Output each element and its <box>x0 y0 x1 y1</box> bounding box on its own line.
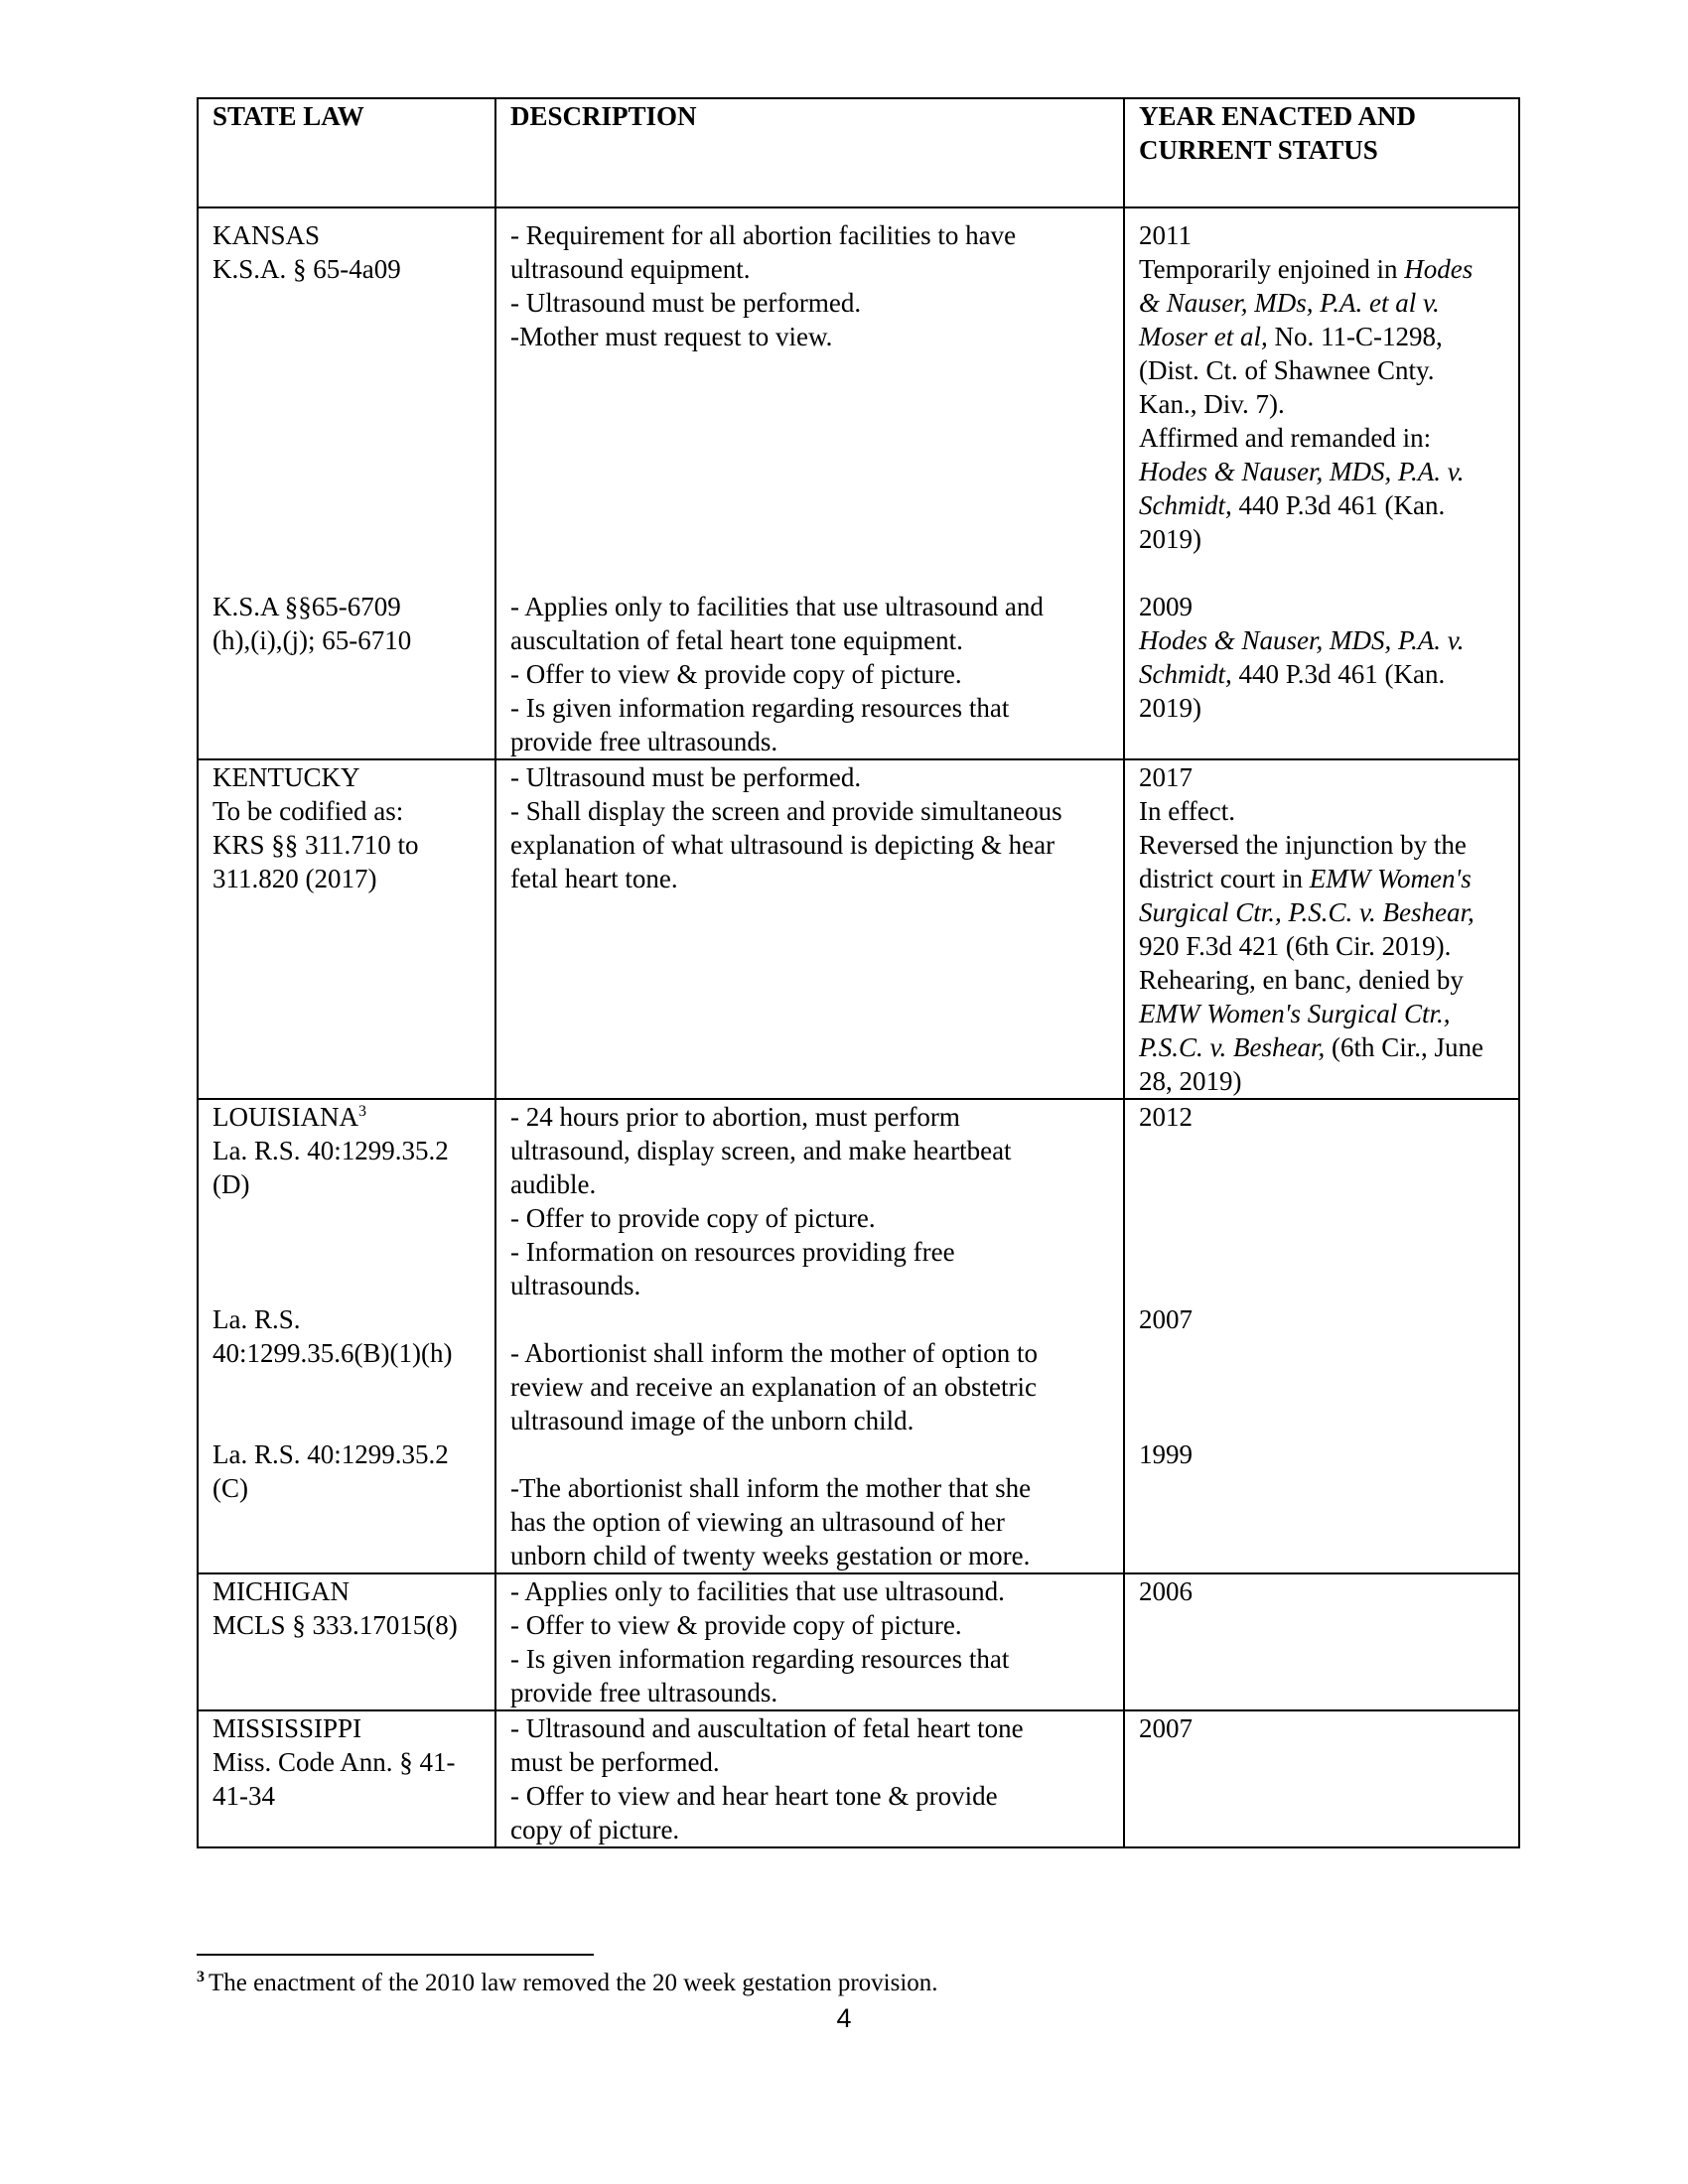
kansas-status-text: 440 P.3d 461 (Kan. <box>1231 659 1446 689</box>
header-year-line-2: CURRENT STATUS <box>1139 135 1378 165</box>
kansas-case-name: Hodes & Nauser, MDS, P.A. v. <box>1139 625 1465 655</box>
kansas-statute-2-line-1: K.S.A §§65-6709 <box>212 592 401 621</box>
mississippi-description-cell <box>495 1710 1124 1847</box>
louisiana-desc-1-line: ultrasounds. <box>510 1271 641 1300</box>
louisiana-state-name: LOUISIANA <box>212 1102 358 1132</box>
kansas-case-name: Moser et al, <box>1139 322 1268 351</box>
louisiana-year-spacer <box>1139 1336 1504 1437</box>
kansas-status-line: Kan., Div. 7). <box>1139 389 1285 419</box>
louisiana-desc-1-line: - Offer to provide copy of picture. <box>510 1203 876 1233</box>
kansas-desc-2-line: auscultation of fetal heart tone equipment. <box>510 625 963 655</box>
kentucky-year: 2017 <box>1139 762 1193 792</box>
louisiana-desc-1-line: - 24 hours prior to abortion, must perform <box>510 1102 960 1132</box>
kansas-law-cell <box>198 207 495 759</box>
kentucky-status-line <box>1139 895 1504 929</box>
kentucky-status-cell <box>1124 759 1519 1099</box>
kentucky-status-line <box>1139 862 1504 895</box>
kansas-year-2: 2009 <box>1139 592 1193 621</box>
louisiana-state-name-line <box>212 1100 481 1134</box>
kansas-desc-1-line: -Mother must request to view. <box>510 322 833 351</box>
michigan-statute: MCLS § 333.17015(8) <box>212 1610 458 1640</box>
kansas-desc-1-line: - Ultrasound must be performed. <box>510 288 862 318</box>
footnote-reference: 3 <box>357 1103 366 1120</box>
kansas-case-name: Schmidt, <box>1139 659 1232 689</box>
louisiana-statute-2-line: 40:1299.35.6(B)(1)(h) <box>212 1338 453 1368</box>
table-header-row <box>198 98 1519 207</box>
header-state-law: STATE LAW <box>198 98 495 207</box>
kansas-status-line <box>1139 455 1504 488</box>
kentucky-desc-line: - Shall display the screen and provide simultaneous <box>510 796 1062 826</box>
kansas-status-line: Affirmed and remanded in: <box>1139 423 1432 453</box>
kansas-desc-1-line: - Requirement for all abortion facilities to have <box>510 220 1017 250</box>
kansas-status-spacer <box>1139 556 1504 590</box>
louisiana-desc-1-line: audible. <box>510 1169 597 1199</box>
footnote-text: The enactment of the 2010 law removed the 20 week gestation provision. <box>209 1970 938 1996</box>
kansas-state-name: KANSAS <box>212 220 321 250</box>
kansas-desc-2-line: - Applies only to facilities that use ultrasound and <box>510 592 1044 621</box>
mississippi-desc-line: - Offer to view and hear heart tone & provide <box>510 1781 998 1811</box>
louisiana-desc-1-line: - Information on resources providing free <box>510 1237 955 1267</box>
louisiana-law-cell <box>198 1099 495 1573</box>
kentucky-case-name: EMW Women's <box>1309 864 1472 893</box>
kentucky-case-name: Surgical Ctr., P.S.C. v. Beshear, <box>1139 897 1475 927</box>
mississippi-desc-line: copy of picture. <box>510 1815 680 1844</box>
kentucky-desc-line: - Ultrasound must be performed. <box>510 762 862 792</box>
kansas-status-line <box>1139 320 1504 353</box>
kansas-case-name: Schmidt, <box>1139 490 1232 520</box>
footnote-divider <box>197 1954 594 1956</box>
kansas-status2-line <box>1139 623 1504 657</box>
kansas-status-line <box>1139 488 1504 522</box>
louisiana-desc-3-line: -The abortionist shall inform the mother that she <box>510 1473 1032 1503</box>
kansas-desc-2-line: - Is given information regarding resources that <box>510 693 1010 723</box>
header-description: DESCRIPTION <box>495 98 1124 207</box>
header-year-line-1: YEAR ENACTED AND <box>1139 101 1417 131</box>
michigan-desc-line: - Is given information regarding resources that <box>510 1644 1010 1674</box>
mississippi-desc-line: must be performed. <box>510 1747 720 1777</box>
kansas-status-cell <box>1124 207 1519 759</box>
kansas-description-cell <box>495 207 1124 759</box>
kentucky-status-line: In effect. <box>1139 796 1235 826</box>
louisiana-statute-3-line: La. R.S. 40:1299.35.2 <box>212 1439 449 1469</box>
louisiana-statute-line: (D) <box>212 1169 250 1199</box>
mississippi-law-cell <box>198 1710 495 1847</box>
kansas-case-name: & Nauser, MDs, P.A. et al v. <box>1139 288 1440 318</box>
kansas-status-line: 2019) <box>1139 524 1201 554</box>
mississippi-statute-line: 41-34 <box>212 1781 275 1811</box>
louisiana-desc-2-line: ultrasound image of the unborn child. <box>510 1406 914 1435</box>
kentucky-state-name: KENTUCKY <box>212 762 360 792</box>
louisiana-desc-3-line: unborn child of twenty weeks gestation or more. <box>510 1541 1031 1570</box>
kansas-status-text: No. 11-C-1298, <box>1267 322 1443 351</box>
table-row-mississippi <box>198 1710 1519 1847</box>
kentucky-desc-line: explanation of what ultrasound is depicting & hear <box>510 830 1055 860</box>
table-row-michigan <box>198 1573 1519 1710</box>
kansas-status-text: 440 P.3d 461 (Kan. <box>1231 490 1446 520</box>
louisiana-description-cell <box>495 1099 1124 1573</box>
page-number: 4 <box>836 2003 852 2033</box>
louisiana-statute-line: La. R.S. 40:1299.35.2 <box>212 1136 449 1165</box>
table-row-kentucky <box>198 759 1519 1099</box>
kansas-status-text: Temporarily enjoined in <box>1139 254 1405 284</box>
mississippi-statute-line: Miss. Code Ann. § 41- <box>212 1747 456 1777</box>
kansas-status-line <box>1139 252 1504 286</box>
table-row-kansas <box>198 207 1519 759</box>
kansas-year-1: 2011 <box>1139 220 1192 250</box>
mississippi-status-cell <box>1124 1710 1519 1847</box>
kansas-status2-line: 2019) <box>1139 693 1201 723</box>
kentucky-case-name: EMW Women's Surgical Ctr., <box>1139 999 1451 1028</box>
kansas-status-line <box>1139 286 1504 320</box>
state-law-table <box>197 97 1520 1848</box>
louisiana-year-3: 1999 <box>1139 1439 1193 1469</box>
michigan-state-name: MICHIGAN <box>212 1576 350 1606</box>
louisiana-year-2: 2007 <box>1139 1304 1193 1334</box>
louisiana-desc-1-line: ultrasound, display screen, and make heartbeat <box>510 1136 1012 1165</box>
michigan-status-cell <box>1124 1573 1519 1710</box>
louisiana-desc-3-line: has the option of viewing an ultrasound of her <box>510 1507 1005 1537</box>
kentucky-status-line: Reversed the injunction by the <box>1139 830 1467 860</box>
mississippi-desc-line: - Ultrasound and auscultation of fetal heart tone <box>510 1713 1024 1743</box>
michigan-desc-line: - Offer to view & provide copy of picture. <box>510 1610 962 1640</box>
louisiana-year-spacer <box>1139 1134 1504 1302</box>
kansas-status2-line <box>1139 657 1504 691</box>
kansas-desc-spacer <box>510 353 1109 590</box>
michigan-description-cell <box>495 1573 1124 1710</box>
kentucky-status-line: 920 F.3d 421 (6th Cir. 2019). <box>1139 931 1452 961</box>
louisiana-statute-3-line: (C) <box>212 1473 248 1503</box>
header-year-status <box>1124 98 1519 207</box>
louisiana-desc-2-line: review and receive an explanation of an obstetric <box>510 1372 1038 1402</box>
kansas-desc-1-line: ultrasound equipment. <box>510 254 751 284</box>
kentucky-description-cell <box>495 759 1124 1099</box>
kansas-spacer <box>212 286 481 590</box>
louisiana-status-cell <box>1124 1099 1519 1573</box>
kentucky-status-line: Rehearing, en banc, denied by <box>1139 965 1464 995</box>
kansas-statute-1: K.S.A. § 65-4a09 <box>212 254 401 284</box>
mississippi-state-name: MISSISSIPPI <box>212 1713 362 1743</box>
kentucky-statute-line: 311.820 (2017) <box>212 864 377 893</box>
kansas-statute-2-line-2: (h),(i),(j); 65-6710 <box>212 625 412 655</box>
kentucky-case-name: P.S.C. v. Beshear, <box>1139 1032 1326 1062</box>
louisiana-desc-spacer <box>510 1437 1109 1471</box>
mississippi-year: 2007 <box>1139 1713 1193 1743</box>
footnote <box>197 1968 938 1999</box>
michigan-year: 2006 <box>1139 1576 1193 1606</box>
kentucky-status-line: 28, 2019) <box>1139 1066 1242 1096</box>
kentucky-status-text: (6th Cir., June <box>1325 1032 1483 1062</box>
michigan-desc-line: provide free ultrasounds. <box>510 1678 778 1707</box>
louisiana-desc-spacer <box>510 1302 1109 1336</box>
kansas-case-name: Hodes & Nauser, MDS, P.A. v. <box>1139 457 1465 486</box>
kentucky-statute-line: KRS §§ 311.710 to <box>212 830 419 860</box>
kentucky-statute-line: To be codified as: <box>212 796 404 826</box>
louisiana-statute-2-line: La. R.S. <box>212 1304 301 1334</box>
louisiana-spacer <box>212 1370 481 1437</box>
kentucky-desc-line: fetal heart tone. <box>510 864 678 893</box>
michigan-desc-line: - Applies only to facilities that use ultrasound. <box>510 1576 1005 1606</box>
kentucky-status-line <box>1139 997 1504 1030</box>
louisiana-desc-2-line: - Abortionist shall inform the mother of option to <box>510 1338 1038 1368</box>
louisiana-spacer <box>212 1201 481 1302</box>
kansas-desc-2-line: - Offer to view & provide copy of picture. <box>510 659 962 689</box>
footnote-mark: 3 <box>197 1968 205 1985</box>
kentucky-status-text: district court in <box>1139 864 1310 893</box>
table-row-louisiana <box>198 1099 1519 1573</box>
kentucky-law-cell <box>198 759 495 1099</box>
kansas-status-line: (Dist. Ct. of Shawnee Cnty. <box>1139 355 1435 385</box>
michigan-law-cell <box>198 1573 495 1710</box>
kansas-case-name: Hodes <box>1404 254 1474 284</box>
louisiana-year-1: 2012 <box>1139 1102 1193 1132</box>
kentucky-status-line <box>1139 1030 1504 1064</box>
kansas-desc-2-line: provide free ultrasounds. <box>510 727 778 756</box>
